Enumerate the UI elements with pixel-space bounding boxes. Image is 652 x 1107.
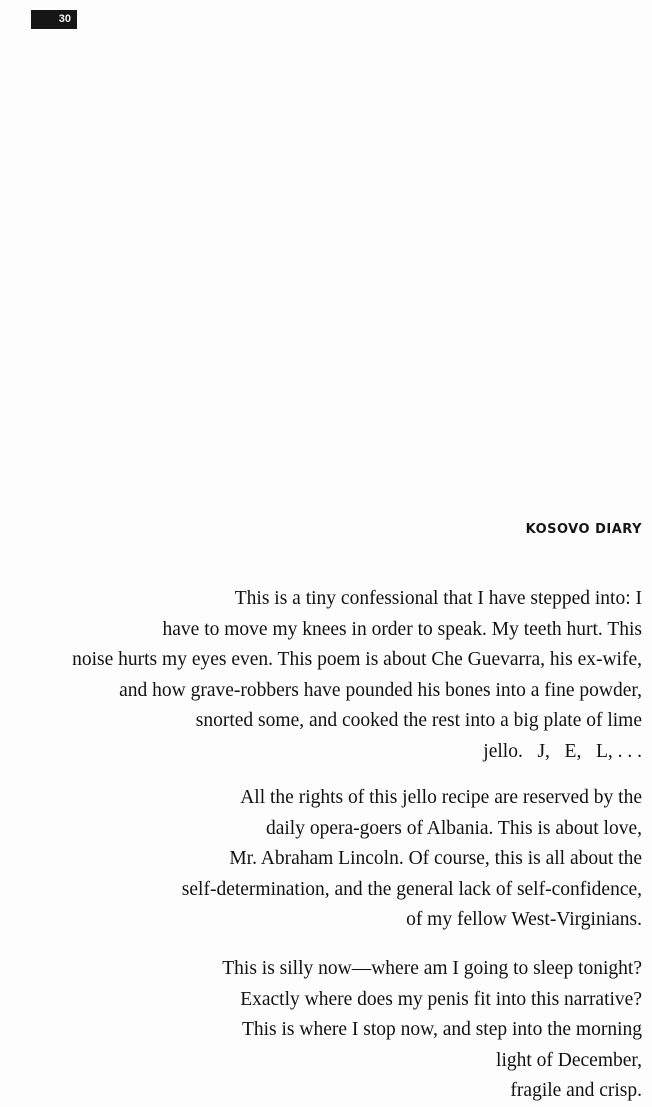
page-number: 30 <box>31 10 77 29</box>
stanza <box>222 954 642 1107</box>
poem-line: light of December, <box>496 1049 642 1071</box>
poem-line: Mr. Abraham Lincoln. Of course, this is all about the <box>229 848 642 869</box>
poem-line: have to move my knees in order to speak. My teeth hurt. This <box>162 618 642 640</box>
stanza <box>182 783 642 936</box>
poem-line: daily opera-goers of Albania. This is about love, <box>265 817 642 839</box>
poem-line: of my fellow West-Virginians. <box>406 909 642 930</box>
poem-line: jello. J, E, L, . . . <box>483 740 642 762</box>
poem-line: and how grave-robbers have pounded his bones into a fine powder, <box>119 679 642 701</box>
poem-line: fragile and crisp. <box>510 1080 642 1101</box>
poem-line: self-determination, and the general lack of self-confidence, <box>181 878 642 900</box>
stanza <box>72 584 642 767</box>
poem-line: All the rights of this jello recipe are reserved by the <box>240 787 642 808</box>
poem-line: snorted some, and cooked the rest into a big plate of lime <box>195 710 642 731</box>
poem-title: KOSOVO DIARY <box>525 522 642 537</box>
poem-line: This is where I stop now, and step into the morning <box>241 1019 642 1040</box>
poem-line: noise hurts my eyes even. This poem is about Che Guevarra, his ex-wife, <box>72 649 642 670</box>
poem-line: This is a tiny confessional that I have stepped into: I <box>234 588 642 609</box>
poem-line: Exactly where does my penis fit into this narrative? <box>240 988 642 1010</box>
poem-line: This is silly now—where am I going to sleep tonight? <box>222 958 642 979</box>
